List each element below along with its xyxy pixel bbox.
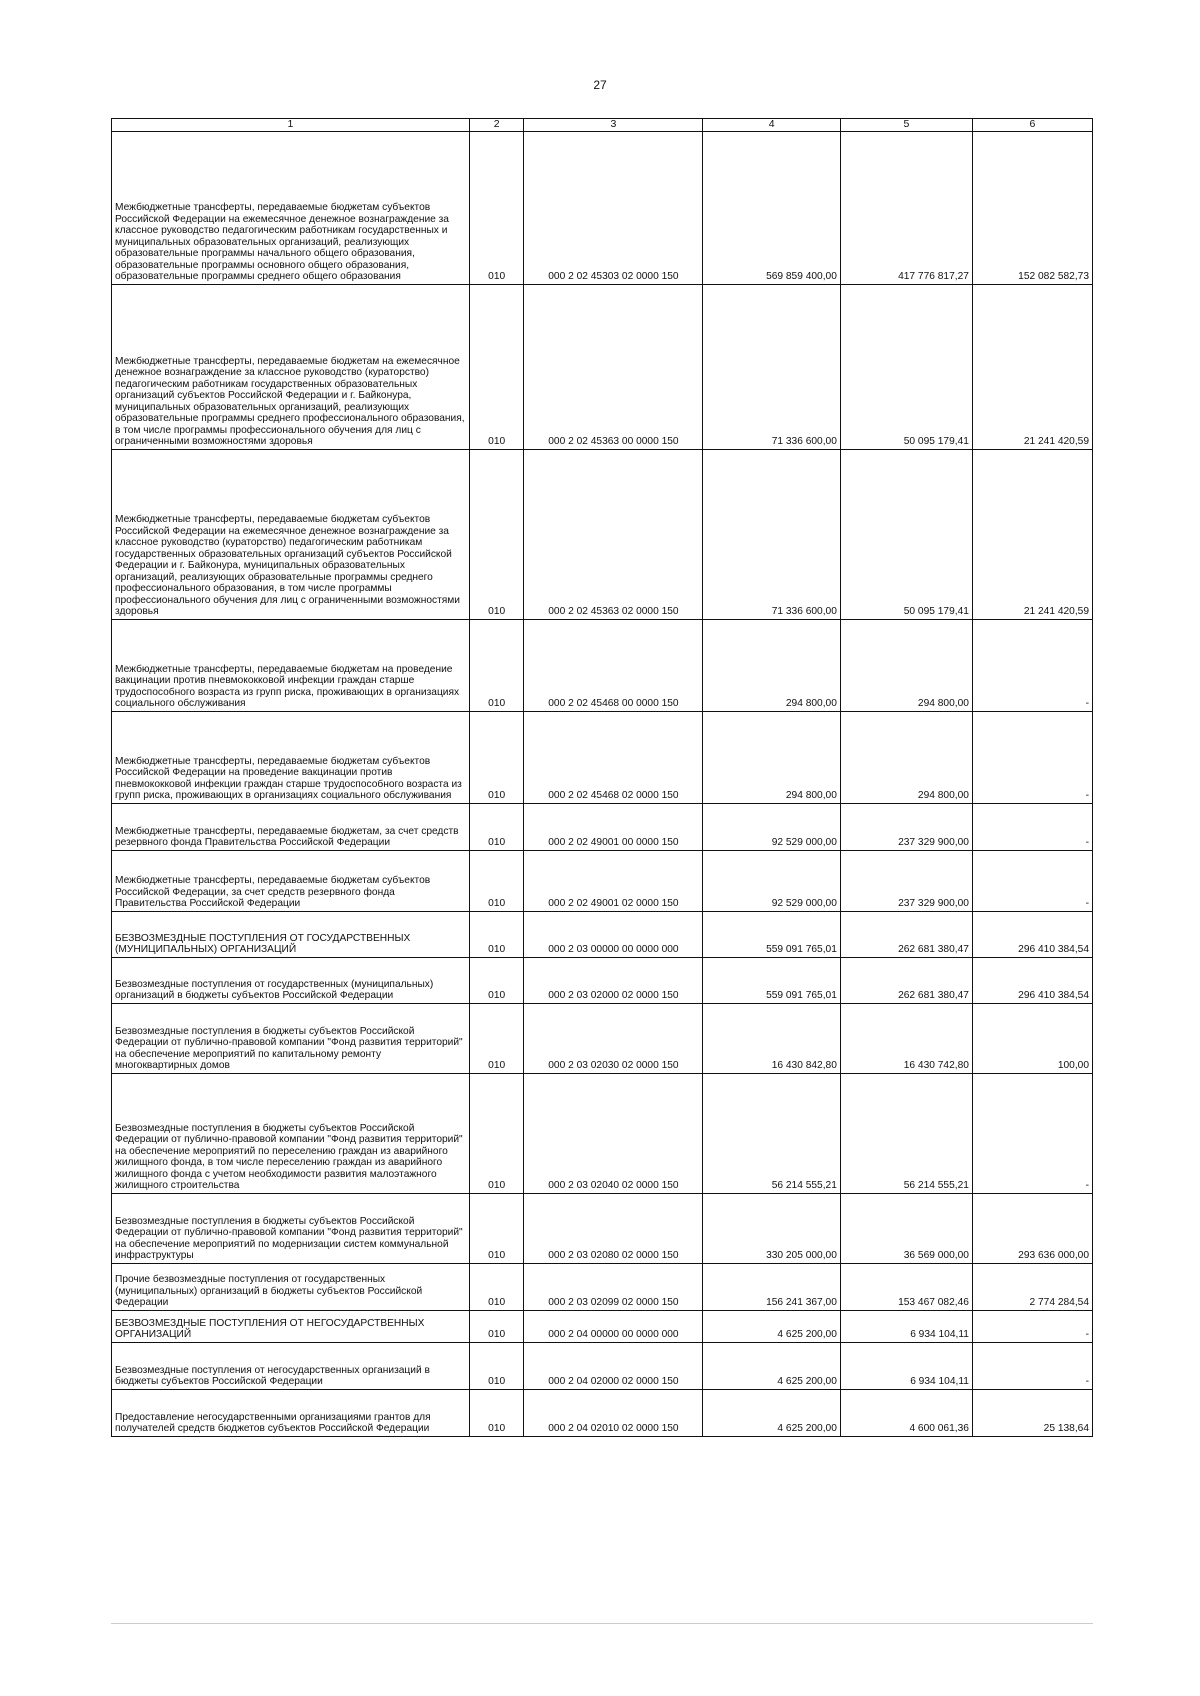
- row-line-code-cell: 010: [469, 850, 524, 911]
- row-name-cell: Предоставление негосударственными организациями грантов для получателей средств бюджетов субъектов Российской Федерации: [112, 1389, 470, 1436]
- row-budget-code-cell: 000 2 04 00000 00 0000 000: [524, 1310, 703, 1342]
- row-unexecuted-cell: -: [972, 711, 1092, 803]
- row-executed-cell: 294 800,00: [840, 619, 972, 711]
- row-unexecuted-cell: -: [972, 619, 1092, 711]
- row-line-code-cell: 010: [469, 1310, 524, 1342]
- row-approved-cell: 92 529 000,00: [703, 850, 840, 911]
- row-budget-code-cell: 000 2 02 49001 02 0000 150: [524, 850, 703, 911]
- table-row: [112, 1342, 1093, 1389]
- row-unexecuted-cell: 25 138,64: [972, 1389, 1092, 1436]
- row-name-cell: Безвозмездные поступления в бюджеты субъектов Российской Федерации от публично-правовой компании "Фонд развития территорий" на обеспечение мероприятий по капитальному ремонту многоквартирных домов: [112, 1003, 470, 1073]
- row-budget-code-cell: 000 2 04 02000 02 0000 150: [524, 1342, 703, 1389]
- row-name-cell: Межбюджетные трансферты, передаваемые бюджетам субъектов Российской Федерации на ежемесячное денежное вознаграждение за классное руководство педагогическим работникам государственных и муниципальных образовательных организаций, реализующих образовательные программы начального общего образования, образовательные программы основного общего образования, образовательные программы среднего общего образования: [112, 131, 470, 284]
- row-name-cell: БЕЗВОЗМЕЗДНЫЕ ПОСТУПЛЕНИЯ ОТ НЕГОСУДАРСТВЕННЫХ ОРГАНИЗАЦИЙ: [112, 1310, 470, 1342]
- row-approved-cell: 569 859 400,00: [703, 131, 840, 284]
- scan-edge-line: [111, 1623, 1093, 1624]
- row-approved-cell: 294 800,00: [703, 619, 840, 711]
- row-line-code-cell: 010: [469, 1193, 524, 1263]
- row-budget-code-cell: 000 2 03 02000 02 0000 150: [524, 957, 703, 1003]
- table-row: [112, 284, 1093, 449]
- row-executed-cell: 50 095 179,41: [840, 449, 972, 619]
- row-name-cell: Межбюджетные трансферты, передаваемые бюджетам на ежемесячное денежное вознаграждение за классное руководство (кураторство) педагогическим работникам государственных образовательных организаций субъектов Российской Федерации и г. Байконура, муниципальных образовательных организаций, реализующих образовательные программы среднего профессионального образования, в том числе программы профессионального обучения для лиц с ограниченными возможностями здоровья: [112, 284, 470, 449]
- row-line-code-cell: 010: [469, 1073, 524, 1193]
- table-row: [112, 1003, 1093, 1073]
- table-row: [112, 850, 1093, 911]
- row-name-cell: Прочие безвозмездные поступления от государственных (муниципальных) организаций в бюджеты субъектов Российской Федерации: [112, 1263, 470, 1310]
- table-row: [112, 911, 1093, 957]
- row-line-code-cell: 010: [469, 711, 524, 803]
- row-approved-cell: 330 205 000,00: [703, 1193, 840, 1263]
- row-name-cell: Безвозмездные поступления от государственных (муниципальных) организаций в бюджеты субъектов Российской Федерации: [112, 957, 470, 1003]
- table-row: [112, 957, 1093, 1003]
- budget-income-table: [111, 118, 1093, 1437]
- row-line-code-cell: 010: [469, 284, 524, 449]
- column-header: 6: [972, 119, 1092, 132]
- row-budget-code-cell: 000 2 03 02040 02 0000 150: [524, 1073, 703, 1193]
- row-name-cell: Межбюджетные трансферты, передаваемые бюджетам на проведение вакцинации против пневмококковой инфекции граждан старше трудоспособного возраста из групп риска, проживающих в организациях социального обслуживания: [112, 619, 470, 711]
- row-line-code-cell: 010: [469, 1342, 524, 1389]
- row-unexecuted-cell: 2 774 284,54: [972, 1263, 1092, 1310]
- row-line-code-cell: 010: [469, 619, 524, 711]
- row-unexecuted-cell: -: [972, 803, 1092, 850]
- row-executed-cell: 16 430 742,80: [840, 1003, 972, 1073]
- row-line-code-cell: 010: [469, 131, 524, 284]
- column-header: 3: [524, 119, 703, 132]
- table-row: [112, 1310, 1093, 1342]
- row-budget-code-cell: 000 2 03 02080 02 0000 150: [524, 1193, 703, 1263]
- table-row: [112, 1193, 1093, 1263]
- row-unexecuted-cell: 21 241 420,59: [972, 449, 1092, 619]
- column-header: 1: [112, 119, 470, 132]
- row-budget-code-cell: 000 2 02 45363 00 0000 150: [524, 284, 703, 449]
- row-budget-code-cell: 000 2 02 45303 02 0000 150: [524, 131, 703, 284]
- column-header: 4: [703, 119, 840, 132]
- row-unexecuted-cell: 100,00: [972, 1003, 1092, 1073]
- row-executed-cell: 262 681 380,47: [840, 957, 972, 1003]
- row-budget-code-cell: 000 2 03 02099 02 0000 150: [524, 1263, 703, 1310]
- column-number-row: [112, 119, 1093, 132]
- row-budget-code-cell: 000 2 04 02010 02 0000 150: [524, 1389, 703, 1436]
- table-row: [112, 1263, 1093, 1310]
- table-row: [112, 619, 1093, 711]
- row-name-cell: Безвозмездные поступления от негосударственных организаций в бюджеты субъектов Российской Федерации: [112, 1342, 470, 1389]
- row-approved-cell: 559 091 765,01: [703, 957, 840, 1003]
- row-budget-code-cell: 000 2 02 45468 02 0000 150: [524, 711, 703, 803]
- table-row: [112, 803, 1093, 850]
- row-approved-cell: 4 625 200,00: [703, 1389, 840, 1436]
- row-unexecuted-cell: 152 082 582,73: [972, 131, 1092, 284]
- row-unexecuted-cell: 21 241 420,59: [972, 284, 1092, 449]
- table-row: [112, 449, 1093, 619]
- table-row: [112, 1073, 1093, 1193]
- row-unexecuted-cell: 293 636 000,00: [972, 1193, 1092, 1263]
- row-unexecuted-cell: 296 410 384,54: [972, 957, 1092, 1003]
- row-approved-cell: 4 625 200,00: [703, 1310, 840, 1342]
- row-unexecuted-cell: -: [972, 850, 1092, 911]
- column-header: 5: [840, 119, 972, 132]
- row-approved-cell: 156 241 367,00: [703, 1263, 840, 1310]
- row-line-code-cell: 010: [469, 449, 524, 619]
- row-line-code-cell: 010: [469, 911, 524, 957]
- row-unexecuted-cell: 296 410 384,54: [972, 911, 1092, 957]
- row-executed-cell: 56 214 555,21: [840, 1073, 972, 1193]
- row-budget-code-cell: 000 2 03 02030 02 0000 150: [524, 1003, 703, 1073]
- row-line-code-cell: 010: [469, 803, 524, 850]
- row-approved-cell: 56 214 555,21: [703, 1073, 840, 1193]
- row-approved-cell: 71 336 600,00: [703, 449, 840, 619]
- row-budget-code-cell: 000 2 03 00000 00 0000 000: [524, 911, 703, 957]
- row-line-code-cell: 010: [469, 1003, 524, 1073]
- row-executed-cell: 50 095 179,41: [840, 284, 972, 449]
- row-name-cell: Межбюджетные трансферты, передаваемые бюджетам субъектов Российской Федерации на ежемесячное денежное вознаграждение за классное руководство (кураторство) педагогическим работникам государственных образовательных организаций субъектов Российской Федерации и г. Байконура, муниципальных образовательных организаций, реализующих образовательные программы среднего профессионального образования, в том числе программы профессионального обучения для лиц с ограниченными возможностями здоровья: [112, 449, 470, 619]
- row-budget-code-cell: 000 2 02 49001 00 0000 150: [524, 803, 703, 850]
- row-name-cell: БЕЗВОЗМЕЗДНЫЕ ПОСТУПЛЕНИЯ ОТ ГОСУДАРСТВЕННЫХ (МУНИЦИПАЛЬНЫХ) ОРГАНИЗАЦИЙ: [112, 911, 470, 957]
- table-row: [112, 131, 1093, 284]
- table-row: [112, 711, 1093, 803]
- row-executed-cell: 237 329 900,00: [840, 803, 972, 850]
- row-budget-code-cell: 000 2 02 45363 02 0000 150: [524, 449, 703, 619]
- row-approved-cell: 4 625 200,00: [703, 1342, 840, 1389]
- table-row: [112, 1389, 1093, 1436]
- page-number: 27: [593, 78, 607, 92]
- row-executed-cell: 153 467 082,46: [840, 1263, 972, 1310]
- column-header: 2: [469, 119, 524, 132]
- row-approved-cell: 16 430 842,80: [703, 1003, 840, 1073]
- row-name-cell: Безвозмездные поступления в бюджеты субъектов Российской Федерации от публично-правовой компании "Фонд развития территорий" на обеспечение мероприятий по переселению граждан из аварийного жилищного фонда, в том числе переселению граждан из аварийного жилищного фонда с учетом необходимости развития малоэтажного жилищного строительства: [112, 1073, 470, 1193]
- row-executed-cell: 6 934 104,11: [840, 1310, 972, 1342]
- row-name-cell: Межбюджетные трансферты, передаваемые бюджетам, за счет средств резервного фонда Правительства Российской Федерации: [112, 803, 470, 850]
- row-executed-cell: 417 776 817,27: [840, 131, 972, 284]
- row-approved-cell: 71 336 600,00: [703, 284, 840, 449]
- row-approved-cell: 92 529 000,00: [703, 803, 840, 850]
- row-executed-cell: 4 600 061,36: [840, 1389, 972, 1436]
- row-executed-cell: 294 800,00: [840, 711, 972, 803]
- row-line-code-cell: 010: [469, 1263, 524, 1310]
- row-budget-code-cell: 000 2 02 45468 00 0000 150: [524, 619, 703, 711]
- row-name-cell: Межбюджетные трансферты, передаваемые бюджетам субъектов Российской Федерации, за счет средств резервного фонда Правительства Российской Федерации: [112, 850, 470, 911]
- row-approved-cell: 559 091 765,01: [703, 911, 840, 957]
- row-name-cell: Безвозмездные поступления в бюджеты субъектов Российской Федерации от публично-правовой компании "Фонд развития территорий" на обеспечение мероприятий по модернизации систем коммунальной инфраструктуры: [112, 1193, 470, 1263]
- row-unexecuted-cell: -: [972, 1073, 1092, 1193]
- row-executed-cell: 262 681 380,47: [840, 911, 972, 957]
- row-name-cell: Межбюджетные трансферты, передаваемые бюджетам субъектов Российской Федерации на проведение вакцинации против пневмококковой инфекции граждан старше трудоспособного возраста из групп риска, проживающих в организациях социального обслуживания: [112, 711, 470, 803]
- row-approved-cell: 294 800,00: [703, 711, 840, 803]
- row-unexecuted-cell: -: [972, 1342, 1092, 1389]
- row-executed-cell: 237 329 900,00: [840, 850, 972, 911]
- row-line-code-cell: 010: [469, 957, 524, 1003]
- row-line-code-cell: 010: [469, 1389, 524, 1436]
- row-executed-cell: 6 934 104,11: [840, 1342, 972, 1389]
- row-executed-cell: 36 569 000,00: [840, 1193, 972, 1263]
- row-unexecuted-cell: -: [972, 1310, 1092, 1342]
